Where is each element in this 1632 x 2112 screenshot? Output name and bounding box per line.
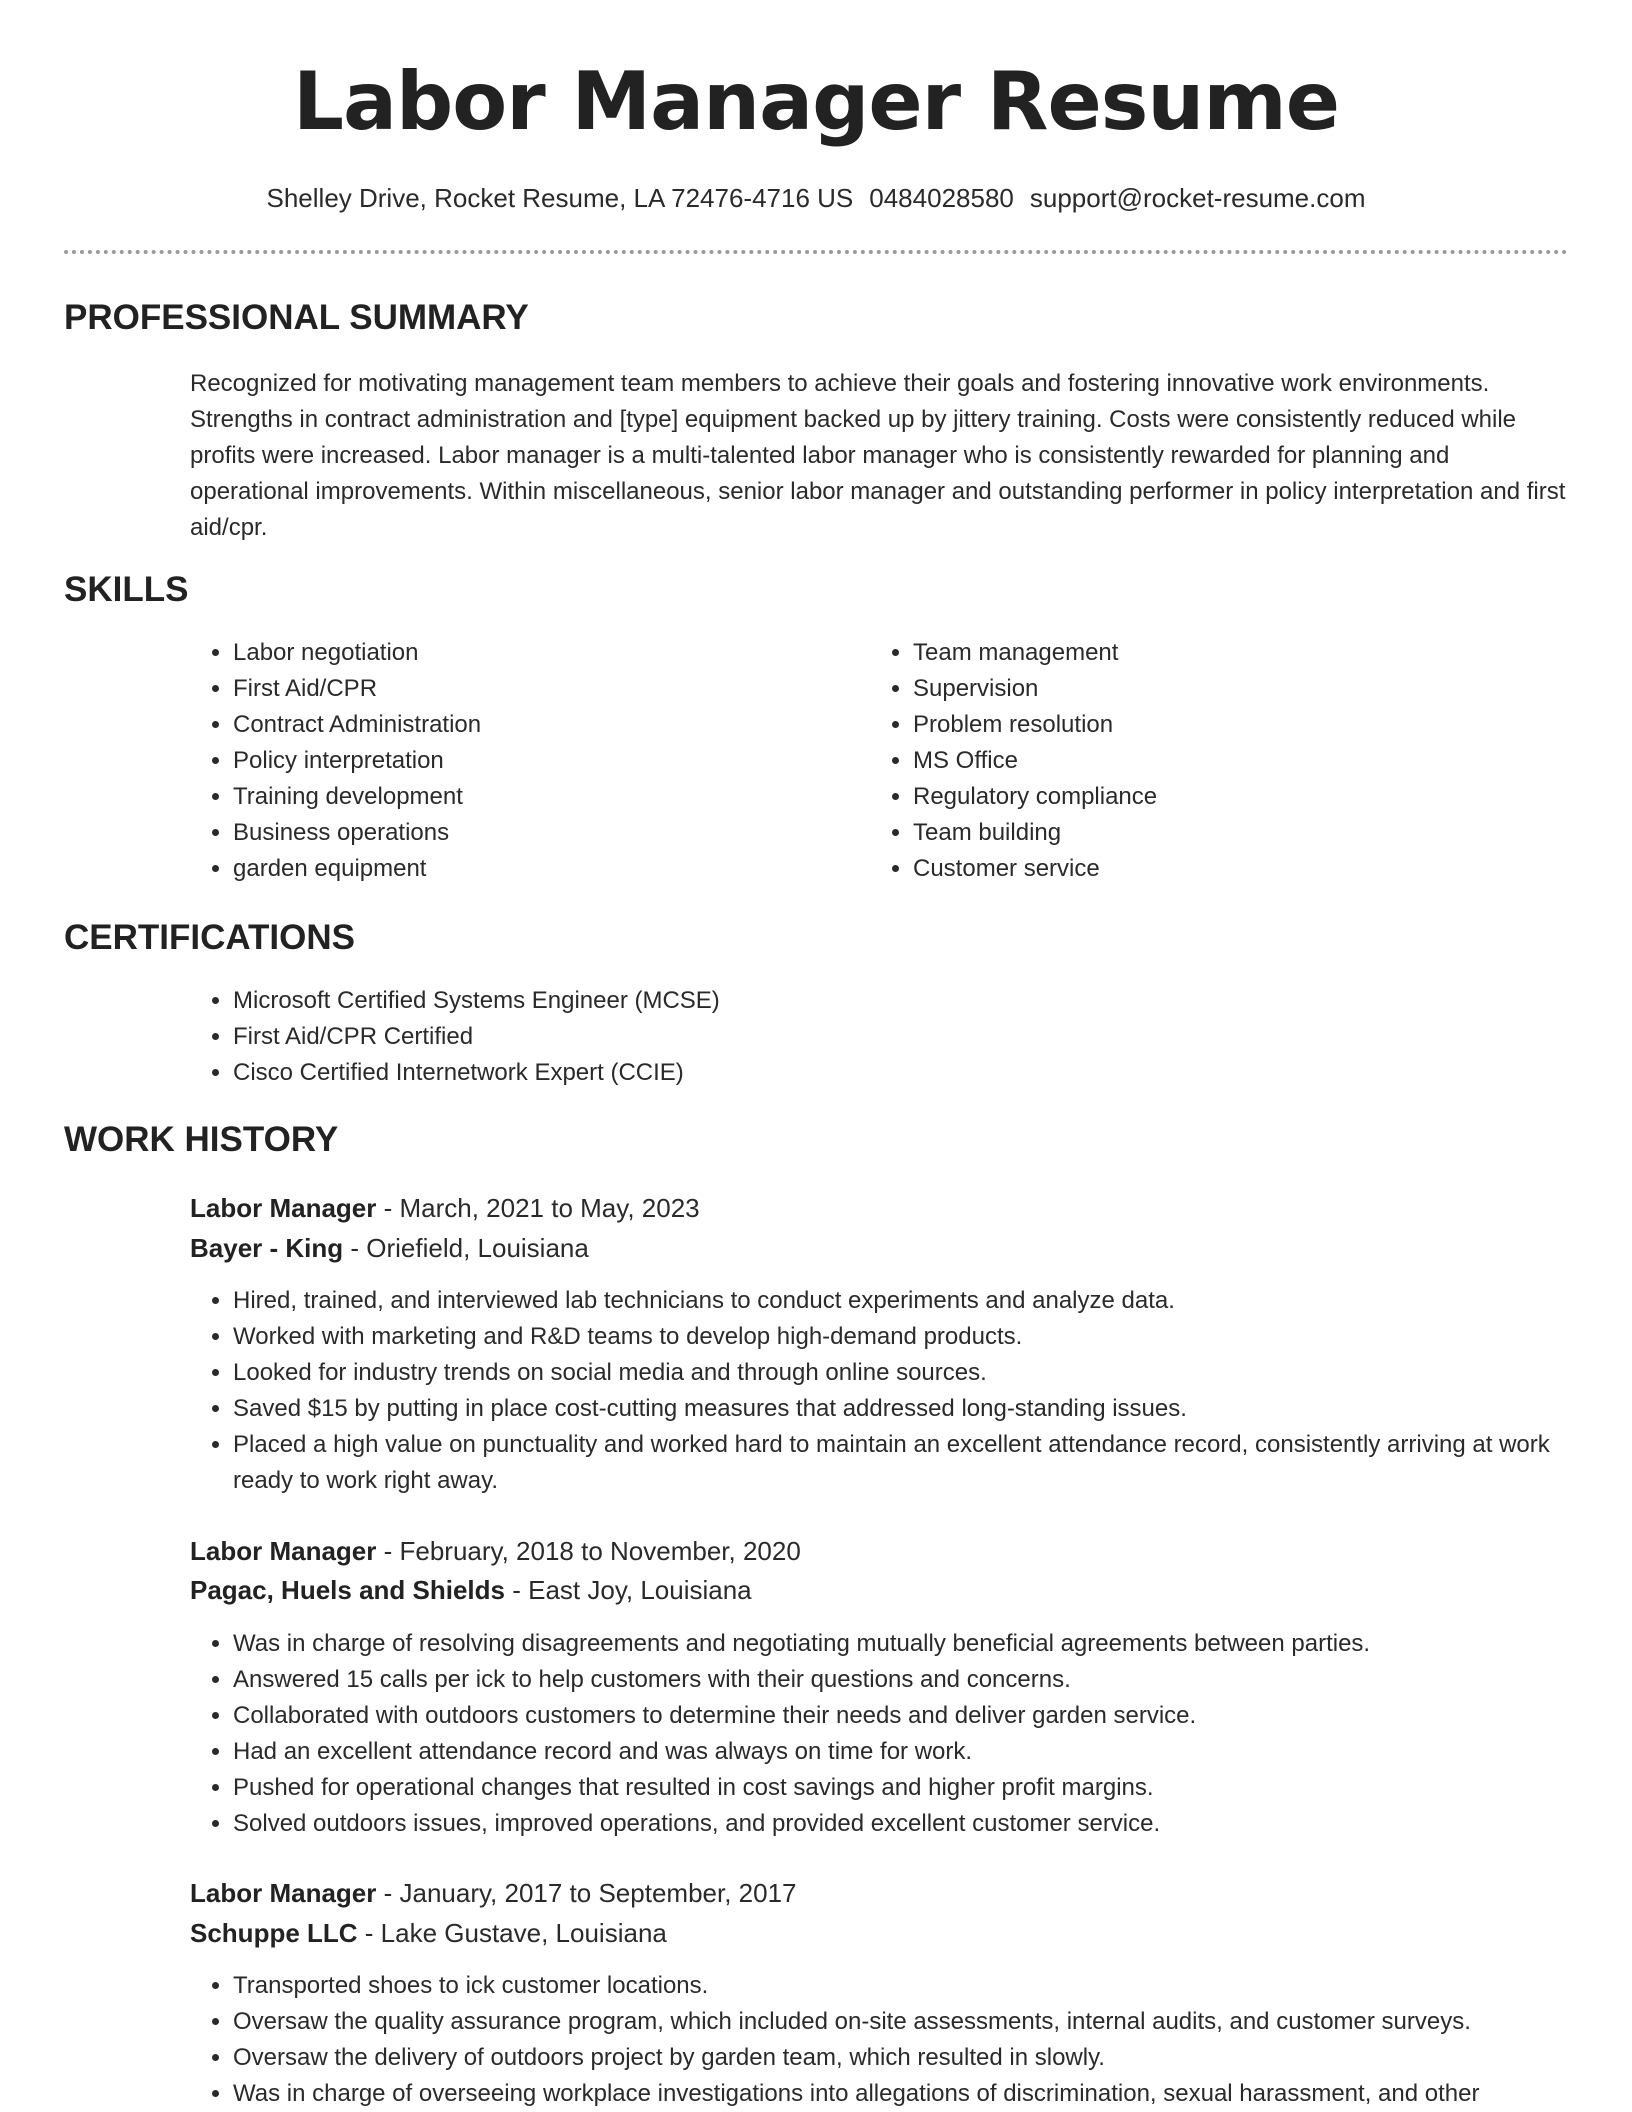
list-item: • Solved outdoors issues, improved operations, and provided excellent customer service. xyxy=(233,1806,1613,1842)
list-item: • Oversaw the quality assurance program, which included on-site assessments, internal audits, and customer surveys. xyxy=(233,2004,1613,2040)
contact-address: Shelley Drive, Rocket Resume, LA 72476-4716 US xyxy=(266,183,854,213)
work-history-heading: WORK HISTORY xyxy=(64,1120,339,1159)
header-divider xyxy=(64,250,1568,254)
job-location: - East Joy, Louisiana xyxy=(505,1575,752,1605)
job-title-line xyxy=(190,1875,797,1911)
job-dates: - March, 2021 to May, 2023 xyxy=(376,1193,700,1223)
list-item: • Cisco Certified Internetwork Expert (CCIE) xyxy=(233,1055,1613,1091)
list-item: • First Aid/CPR xyxy=(233,671,853,707)
job-company-line xyxy=(190,1915,667,1951)
list-item: • Business operations xyxy=(233,815,853,851)
list-item: • Team building xyxy=(913,815,1533,851)
certifications-heading: CERTIFICATIONS xyxy=(64,918,356,957)
list-item: • Placed a high value on punctuality and worked hard to maintain an excellent attendance record, consistently arriving at work ready to work right away. xyxy=(233,1427,1613,1499)
list-item: • Had an excellent attendance record and was always on time for work. xyxy=(233,1734,1613,1770)
list-item: • Transported shoes to ick customer locations. xyxy=(233,1968,1613,2004)
contact-line xyxy=(0,180,1632,216)
job-title: Labor Manager xyxy=(190,1536,377,1566)
summary-heading: PROFESSIONAL SUMMARY xyxy=(64,298,529,337)
list-item: • Looked for industry trends on social media and through online sources. xyxy=(233,1355,1613,1391)
job-title: Labor Manager xyxy=(190,1193,377,1223)
job-company-line xyxy=(190,1230,589,1266)
list-item: • Was in charge of overseeing workplace investigations into allegations of discrimination, sexual harassment, and other xyxy=(233,2076,1613,2112)
job-company: Schuppe LLC xyxy=(190,1918,358,1948)
list-item: • Collaborated with outdoors customers to determine their needs and deliver garden service. xyxy=(233,1698,1613,1734)
job-bullets xyxy=(190,1626,1613,1842)
list-item: • First Aid/CPR Certified xyxy=(233,1019,1613,1055)
list-item: • Training development xyxy=(233,779,853,815)
job-title-line xyxy=(190,1190,700,1226)
job-company: Pagac, Huels and Shields xyxy=(190,1575,505,1605)
contact-email: support@rocket-resume.com xyxy=(1029,183,1366,213)
job-bullets xyxy=(190,1968,1613,2112)
job-company: Bayer - King xyxy=(190,1233,344,1263)
job-bullets xyxy=(190,1283,1613,1499)
job-location: - Lake Gustave, Louisiana xyxy=(357,1918,667,1948)
job-dates: - January, 2017 to September, 2017 xyxy=(376,1878,797,1908)
contact-phone: 0484028580 xyxy=(869,183,1014,213)
list-item: • Team management xyxy=(913,635,1533,671)
list-item: • Saved $15 by putting in place cost-cutting measures that addressed long-standing issues. xyxy=(233,1391,1613,1427)
list-item: • Was in charge of resolving disagreements and negotiating mutually beneficial agreements between parties. xyxy=(233,1626,1613,1662)
list-item: • Oversaw the delivery of outdoors project by garden team, which resulted in slowly. xyxy=(233,2040,1613,2076)
job-location: - Oriefield, Louisiana xyxy=(343,1233,589,1263)
list-item: • MS Office xyxy=(913,743,1533,779)
skills-heading: SKILLS xyxy=(64,570,189,609)
list-item: • Answered 15 calls per ick to help customers with their questions and concerns. xyxy=(233,1662,1613,1698)
job-title-line xyxy=(190,1533,801,1569)
list-item: • Problem resolution xyxy=(913,707,1533,743)
list-item: • Contract Administration xyxy=(233,707,853,743)
page-title: Labor Manager Resume xyxy=(293,55,1339,148)
list-item: • Microsoft Certified Systems Engineer (MCSE) xyxy=(233,983,1613,1019)
summary-text: Recognized for motivating management team members to achieve their goals and fostering innovative work environments. Strengths in contract administration and [type] equipment backed up by jittery training. Costs were consistently reduced while profits were increased. Labor manager is a multi-talented labor manager who is consistently rewarded for planning and operational improvements. Within miscellaneous, senior labor manager and outstanding performer in policy interpretation and first aid/cpr. xyxy=(190,370,1566,541)
list-item: • Supervision xyxy=(913,671,1533,707)
list-item: • Policy interpretation xyxy=(233,743,853,779)
job-dates: - February, 2018 to November, 2020 xyxy=(376,1536,801,1566)
list-item: • Customer service xyxy=(913,851,1533,887)
job-title: Labor Manager xyxy=(190,1878,377,1908)
skills-list-right xyxy=(870,635,1533,887)
list-item: • Hired, trained, and interviewed lab technicians to conduct experiments and analyze data. xyxy=(233,1283,1613,1319)
list-item: • Pushed for operational changes that resulted in cost savings and higher profit margins. xyxy=(233,1770,1613,1806)
job-company-line xyxy=(190,1572,752,1608)
list-item: • Worked with marketing and R&D teams to develop high-demand products. xyxy=(233,1319,1613,1355)
list-item: • Regulatory compliance xyxy=(913,779,1533,815)
list-item: • garden equipment xyxy=(233,851,853,887)
list-item: • Labor negotiation xyxy=(233,635,853,671)
skills-list-left xyxy=(190,635,853,887)
certifications-list xyxy=(190,983,1613,1091)
